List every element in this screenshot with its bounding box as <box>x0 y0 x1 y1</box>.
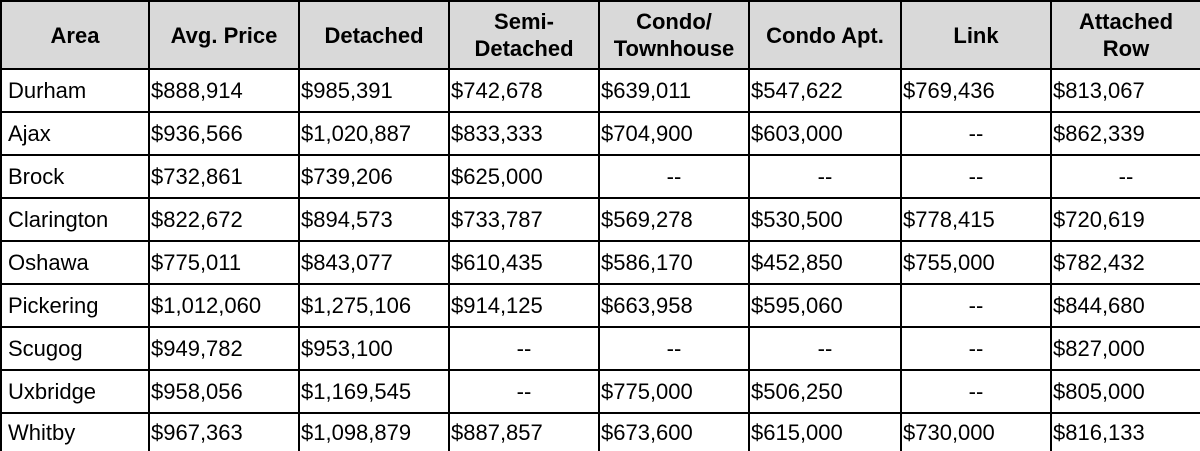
column-header: Attached Row <box>1051 1 1200 69</box>
price-cell: $775,011 <box>149 241 299 284</box>
table-row <box>1 69 1200 112</box>
price-cell: $813,067 <box>1051 69 1200 112</box>
price-cell: $739,206 <box>299 155 449 198</box>
area-cell: Scugog <box>1 327 149 370</box>
table-row <box>1 284 1200 327</box>
column-header: Semi- Detached <box>449 1 599 69</box>
area-cell: Brock <box>1 155 149 198</box>
price-cell: $827,000 <box>1051 327 1200 370</box>
area-cell: Uxbridge <box>1 370 149 413</box>
table-row <box>1 112 1200 155</box>
price-cell: $1,275,106 <box>299 284 449 327</box>
area-cell: Clarington <box>1 198 149 241</box>
price-cell: -- <box>449 370 599 413</box>
price-cell: $720,619 <box>1051 198 1200 241</box>
price-cell: $888,914 <box>149 69 299 112</box>
header-row <box>1 1 1200 69</box>
price-cell: $914,125 <box>449 284 599 327</box>
price-cell: $704,900 <box>599 112 749 155</box>
price-cell: $822,672 <box>149 198 299 241</box>
area-cell: Durham <box>1 69 149 112</box>
price-cell: -- <box>749 155 901 198</box>
price-cell: -- <box>449 327 599 370</box>
price-cell: $595,060 <box>749 284 901 327</box>
price-cell: $985,391 <box>299 69 449 112</box>
column-header: Link <box>901 1 1051 69</box>
price-cell: -- <box>901 327 1051 370</box>
price-cell: $1,169,545 <box>299 370 449 413</box>
price-cell: $610,435 <box>449 241 599 284</box>
price-cell: $775,000 <box>599 370 749 413</box>
price-cell: $843,077 <box>299 241 449 284</box>
area-cell: Ajax <box>1 112 149 155</box>
price-cell: $1,098,879 <box>299 413 449 451</box>
price-cell: $732,861 <box>149 155 299 198</box>
price-cell: $673,600 <box>599 413 749 451</box>
table-row <box>1 413 1200 451</box>
column-header: Detached <box>299 1 449 69</box>
price-cell: -- <box>901 155 1051 198</box>
price-cell: $1,020,887 <box>299 112 449 155</box>
price-cell: $530,500 <box>749 198 901 241</box>
price-cell: $936,566 <box>149 112 299 155</box>
area-cell: Oshawa <box>1 241 149 284</box>
price-cell: -- <box>599 327 749 370</box>
price-cell: $547,622 <box>749 69 901 112</box>
price-cell: $844,680 <box>1051 284 1200 327</box>
price-cell: $733,787 <box>449 198 599 241</box>
table-header <box>1 1 1200 69</box>
column-header: Avg. Price <box>149 1 299 69</box>
price-cell: $663,958 <box>599 284 749 327</box>
price-cell: $894,573 <box>299 198 449 241</box>
price-cell: $953,100 <box>299 327 449 370</box>
price-cell: $755,000 <box>901 241 1051 284</box>
price-cell: $778,415 <box>901 198 1051 241</box>
price-cell: $958,056 <box>149 370 299 413</box>
price-cell: -- <box>901 112 1051 155</box>
table-row <box>1 155 1200 198</box>
price-cell: $615,000 <box>749 413 901 451</box>
price-cell: $569,278 <box>599 198 749 241</box>
price-cell: $805,000 <box>1051 370 1200 413</box>
table-row <box>1 327 1200 370</box>
price-cell: $625,000 <box>449 155 599 198</box>
price-cell: $833,333 <box>449 112 599 155</box>
table-row <box>1 241 1200 284</box>
area-cell: Pickering <box>1 284 149 327</box>
price-cell: $967,363 <box>149 413 299 451</box>
column-header: Area <box>1 1 149 69</box>
column-header: Condo Apt. <box>749 1 901 69</box>
price-cell: $639,011 <box>599 69 749 112</box>
price-cell: $1,012,060 <box>149 284 299 327</box>
price-cell: $452,850 <box>749 241 901 284</box>
table-row <box>1 370 1200 413</box>
price-cell: -- <box>901 284 1051 327</box>
table-row <box>1 198 1200 241</box>
price-cell: $506,250 <box>749 370 901 413</box>
price-cell: $949,782 <box>149 327 299 370</box>
column-header: Condo/ Townhouse <box>599 1 749 69</box>
price-cell: $586,170 <box>599 241 749 284</box>
price-cell: $887,857 <box>449 413 599 451</box>
price-cell: -- <box>599 155 749 198</box>
price-cell: -- <box>749 327 901 370</box>
table-body <box>1 69 1200 451</box>
price-cell: $782,432 <box>1051 241 1200 284</box>
area-cell: Whitby <box>1 413 149 451</box>
price-cell: $769,436 <box>901 69 1051 112</box>
price-cell: $816,133 <box>1051 413 1200 451</box>
price-cell: $730,000 <box>901 413 1051 451</box>
price-cell: $742,678 <box>449 69 599 112</box>
price-cell: -- <box>901 370 1051 413</box>
price-cell: -- <box>1051 155 1200 198</box>
price-cell: $862,339 <box>1051 112 1200 155</box>
price-cell: $603,000 <box>749 112 901 155</box>
